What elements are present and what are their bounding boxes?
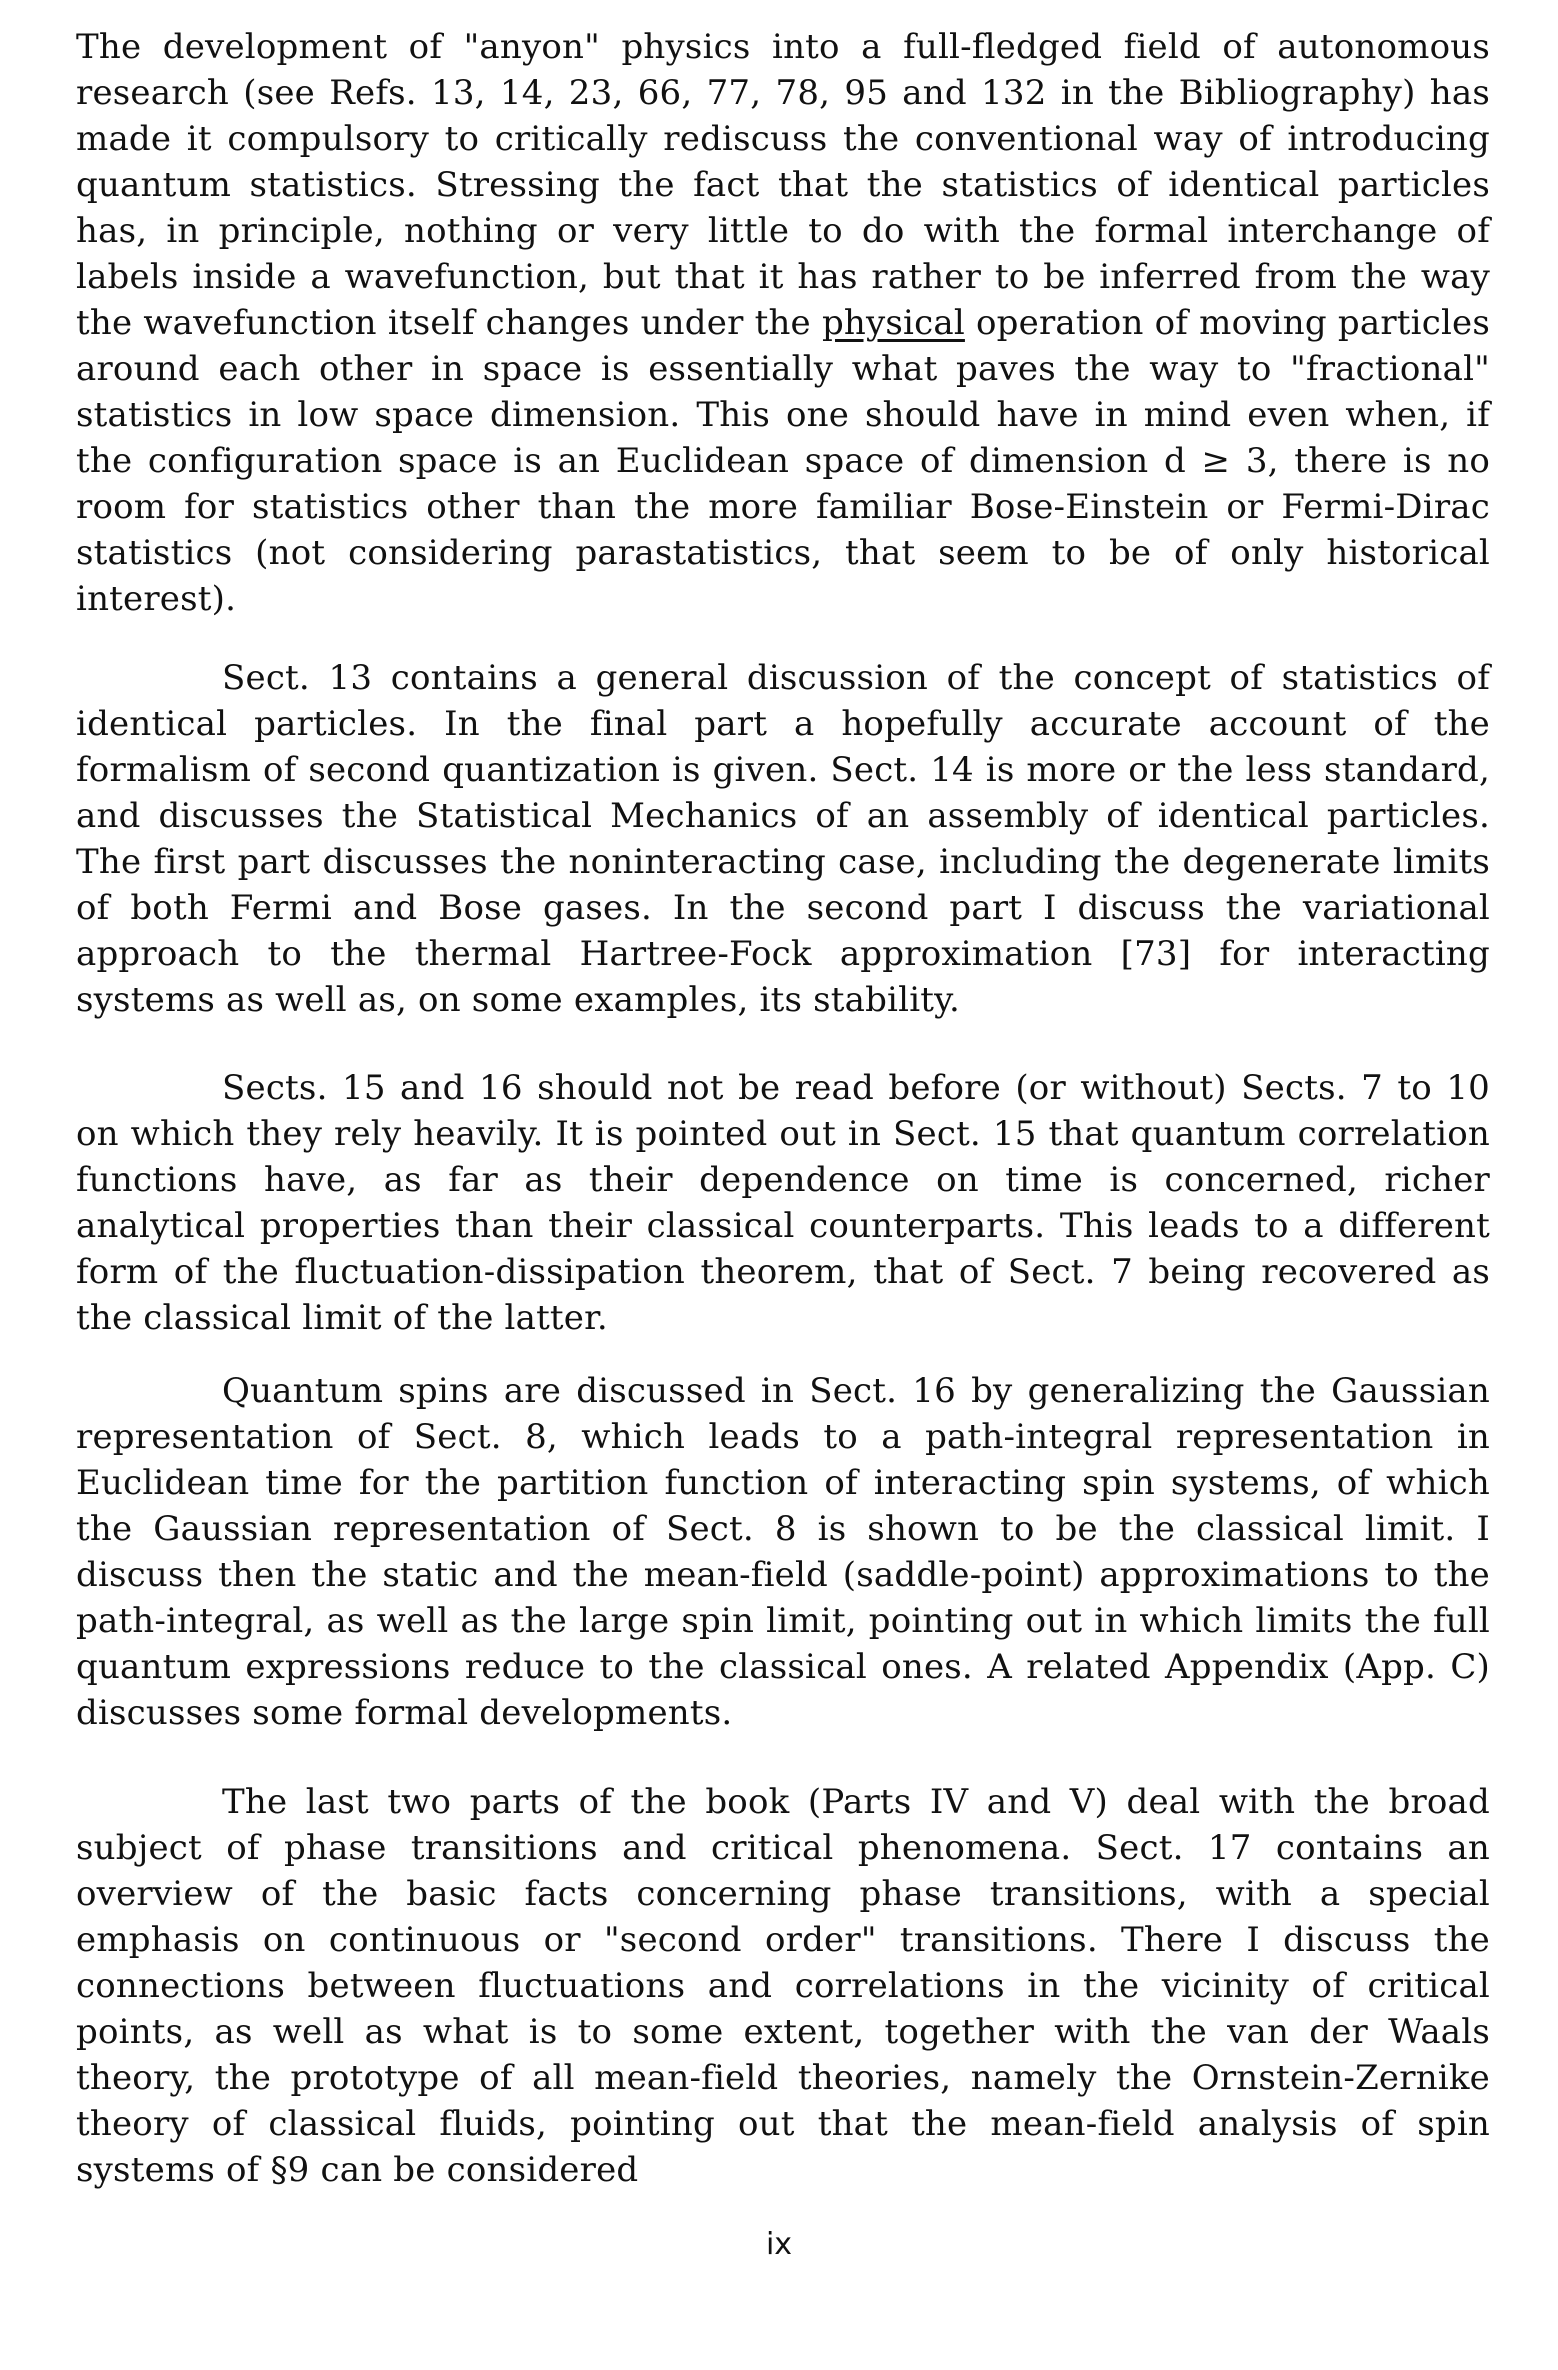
emphasized-word-physical: physical bbox=[821, 303, 965, 343]
paragraph-phase-transitions: The last two parts of the book (Parts IV and V) deal with the broad subject of phase transitions and critical phenomena. Sect. 17 contains an overview of the basic facts concerning phase transitions, with a special emphasis on continuous or "second order" transitions. There I discuss the connections between fluctuations and correlations in the vicinity of critical points, as well as what is to some extent, together with the van der Waals theory, the prototype of all mean-field theories, namely the Ornstein-Zernike theory of classical fluids, pointing out that the mean-field analysis of spin systems of §9 can be considered bbox=[76, 1782, 1490, 2190]
paragraph-sects-15-16: Sects. 15 and 16 should not be read before (or without) Sects. 7 to 10 on which they rely heavily. It is pointed out in Sect. 15 that quantum correlation functions have, as far as their dependence on time is concerned, richer analytical properties than their classical counterparts. This leads to a different form of the fluctuation-dissipation theorem, that of Sect. 7 being recovered as the classical limit of the latter. bbox=[76, 1068, 1490, 1338]
paragraph-anyon-statistics bbox=[76, 24, 1490, 622]
paragraph-sects-13-14: Sect. 13 contains a general discussion of the concept of statistics of identical particles. In the final part a hopefully accurate account of the formalism of second quantization is given. Sect. 14 is more or the less standard, and discusses the Statistical Mechanics of an assembly of identical particles. The first part discusses the noninteracting case, including the degenerate limits of both Fermi and Bose gases. In the second part I discuss the variational approach to the thermal Hartree-Fock approximation [73] for interacting systems as well as, on some examples, its stability. bbox=[76, 658, 1490, 1020]
paragraph-text-end: operation of moving particles around each other in space is essentially what paves the way to "fractional" statistics in low space dimension. This one should have in mind even when, if the configuration space is an Euclidean space of dimension d ≥ 3, there is no room for statistics other than the more familiar Bose-Einstein or Fermi-Dirac statistics (not considering parastatistics, that seem to be of only historical interest). bbox=[76, 303, 1490, 619]
page-number: ix bbox=[765, 2227, 793, 2262]
paragraph-quantum-spins: Quantum spins are discussed in Sect. 16 by generalizing the Gaussian representation of Sect. 8, which leads to a path-integral representation in Euclidean time for the partition function of interacting spin systems, of which the Gaussian representation of Sect. 8 is shown to be the classical limit. I discuss then the static and the mean-field (saddle-point) approximations to the path-integral, as well as the large spin limit, pointing out in which limits the full quantum expressions reduce to the classical ones. A related Appendix (App. C) discusses some formal developments. bbox=[76, 1371, 1490, 1733]
paragraph-text-start: The development of "anyon" physics into a full-fledged field of autonomous research (see Refs. 13, 14, 23, 66, 77, 78, 95 and 132 in the Bibliography) has made it compulsory to critically rediscuss the conventional way of introducing quantum statistics. Stressing the fact that the statistics of identical particles has, in principle, nothing or very little to do with the formal interchange of labels inside a wavefunction, but that it has rather to be inferred from the way the wavefunction itself changes under the bbox=[76, 27, 1490, 343]
